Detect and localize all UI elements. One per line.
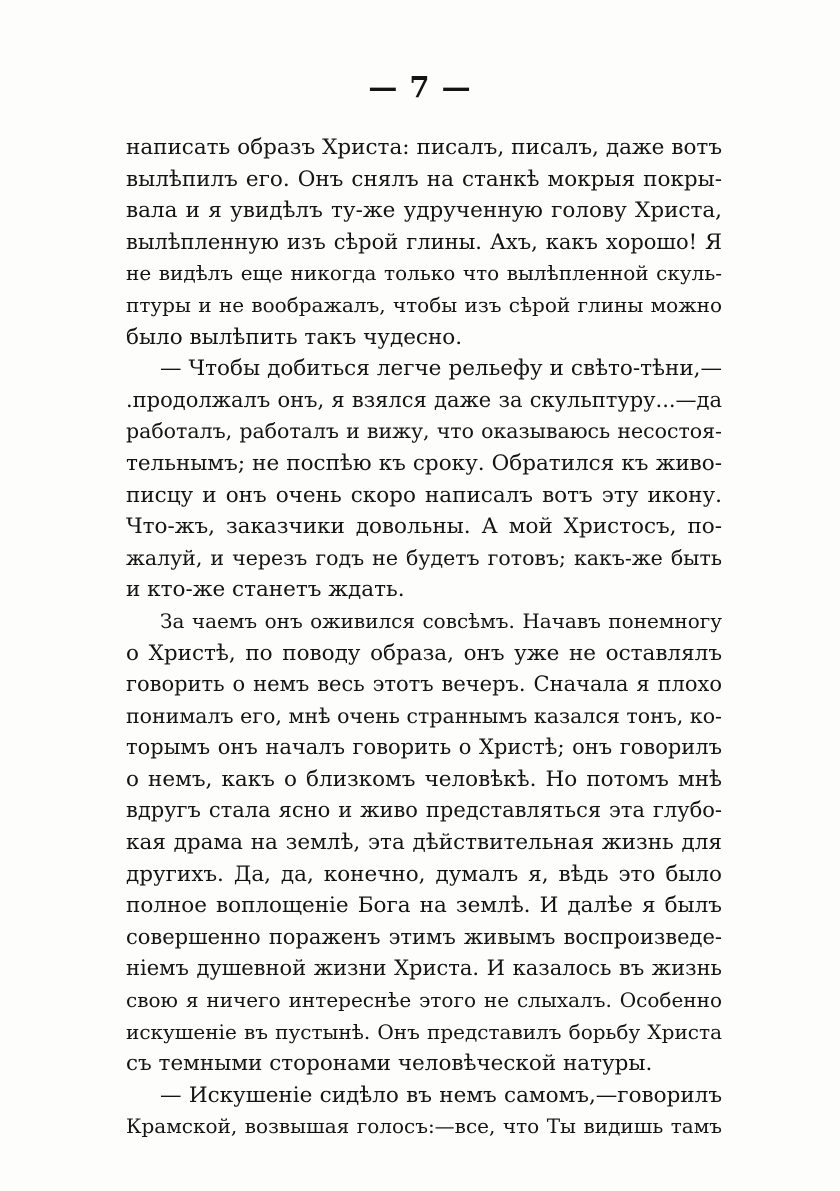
text-line: полное воплощеніе Бога на землѣ. И далѣе я былъ (126, 893, 722, 919)
text-line: — Чтобы добиться легче рельефу и свѣто-тѣни,— (160, 356, 722, 382)
text-line: кая драма на землѣ, эта дѣйствительная жизнь для (126, 830, 722, 856)
text-line: свою я ничего интереснѣе этого не слыхалъ. Особенно (126, 988, 722, 1013)
page-number: — 7 — (368, 70, 472, 104)
text-line: понималъ его, мнѣ очень страннымъ казался тонъ, ко- (126, 703, 722, 728)
text-line: совершенно пораженъ этимъ живымъ воспроизведе- (126, 924, 722, 949)
text-line: искушеніе въ пустынѣ. Онъ представилъ борьбу Христа (126, 1019, 722, 1044)
text-line: не видѣлъ еще никогда только что вылѣпленной скуль- (126, 261, 722, 286)
text-line: — Искушеніе сидѣло въ немъ самомъ,—говорилъ (160, 1082, 722, 1108)
body-text (126, 132, 722, 1143)
text-line: и кто-же станетъ ждать. (126, 577, 405, 603)
text-line: вала и я увидѣлъ ту-же удрученную голову Христа, (126, 198, 722, 224)
text-line: писцу и онъ очень скоро написалъ вотъ эту икону. (126, 482, 722, 508)
text-line: написать образъ Христа: писалъ, писалъ, даже вотъ (126, 135, 722, 160)
text-line: торымъ онъ началъ говорить о Христѣ; онъ говорилъ (126, 735, 722, 760)
text-line: ніемъ душевной жизни Христа. И казалось въ жизнь (126, 956, 722, 981)
text-line: было вылѣпить такъ чудесно. (126, 324, 463, 350)
text-line: вылѣпилъ его. Онъ снялъ на станкѣ мокрыя покры- (126, 166, 722, 192)
text-line: съ темными сторонами человѣческой натуры. (126, 1051, 653, 1077)
text-line: птуры и не воображалъ, чтобы изъ сѣрой глины можно (126, 292, 722, 317)
text-line: работалъ, работалъ и вижу, что оказываюсь несостоя- (126, 419, 722, 444)
text-line: вылѣпленную изъ сѣрой глины. Ахъ, какъ хорошо! Я (126, 229, 722, 254)
text-line: о немъ, какъ о близкомъ человѣкѣ. Но потомъ мнѣ (126, 766, 722, 792)
text-line: другихъ. Да, да, конечно, думалъ я, вѣдь это было (126, 861, 722, 887)
text-line: вдругъ стала ясно и живо представляться эта глубо- (126, 798, 722, 823)
text-line: .продолжалъ онъ, я взялся даже за скульптуру...—да (126, 387, 722, 412)
text-line: Крамской, возвышая голосъ:—все, что Ты видишь тамъ (126, 1114, 722, 1139)
text-line: жалуй, и черезъ годъ не будетъ готовъ; какъ-же быть (126, 545, 722, 570)
text-line: о Христѣ, по поводу образа, онъ уже не оставлялъ (126, 640, 722, 666)
text-line: Что-жъ, заказчики довольны. А мой Христосъ, по- (126, 514, 722, 540)
text-line: говорить о немъ весь этотъ вечеръ. Сначала я плохо (126, 672, 722, 697)
text-line: За чаемъ онъ оживился совсѣмъ. Начавъ понемногу (160, 608, 722, 633)
text-line: тельнымъ; не поспѣю къ сроку. Обратился къ живо- (126, 450, 722, 476)
